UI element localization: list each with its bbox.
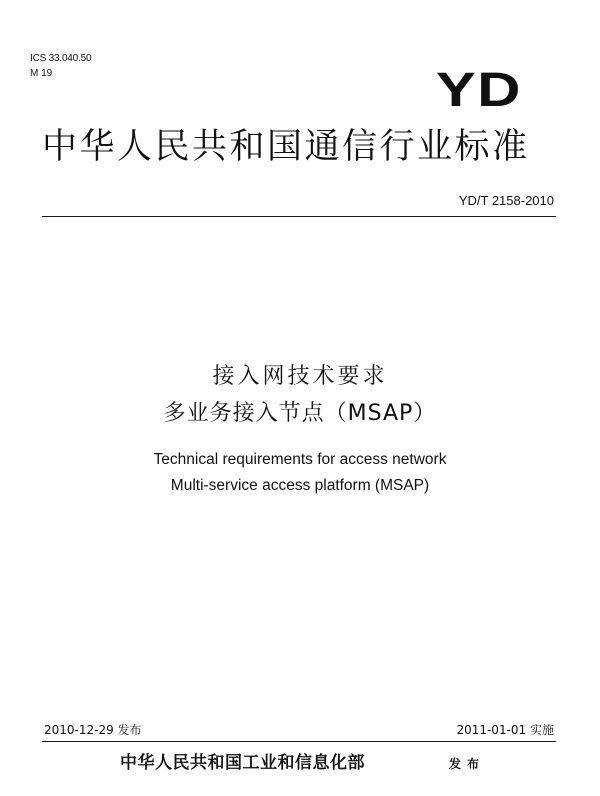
standard-code: YD/T 2158-2010 xyxy=(458,193,554,208)
implementation-date: 2011-01-01 实施 xyxy=(456,723,554,737)
publisher-suffix: 发布 xyxy=(449,757,486,771)
bottom-divider xyxy=(42,741,556,742)
issue-date: 2010-12-29 发布 xyxy=(44,723,142,737)
yd-logo: YD xyxy=(436,64,522,117)
document-title-cn-line1: 接入网技术要求 xyxy=(212,364,388,389)
document-title-en-line2: Multi-service access platform (MSAP) xyxy=(170,477,430,494)
classification-code: M 19 xyxy=(30,68,53,79)
standard-title: 中华人民共和国通信行业标准 xyxy=(42,127,530,167)
ics-code: ICS 33.040.50 xyxy=(30,53,92,64)
top-divider xyxy=(42,216,556,217)
publisher: 中华人民共和国工业和信息化部 xyxy=(120,753,365,773)
document-title-en-line1: Technical requirements for access network xyxy=(153,451,447,468)
document-title-cn-line2: 多业务接入节点（MSAP） xyxy=(163,401,437,426)
